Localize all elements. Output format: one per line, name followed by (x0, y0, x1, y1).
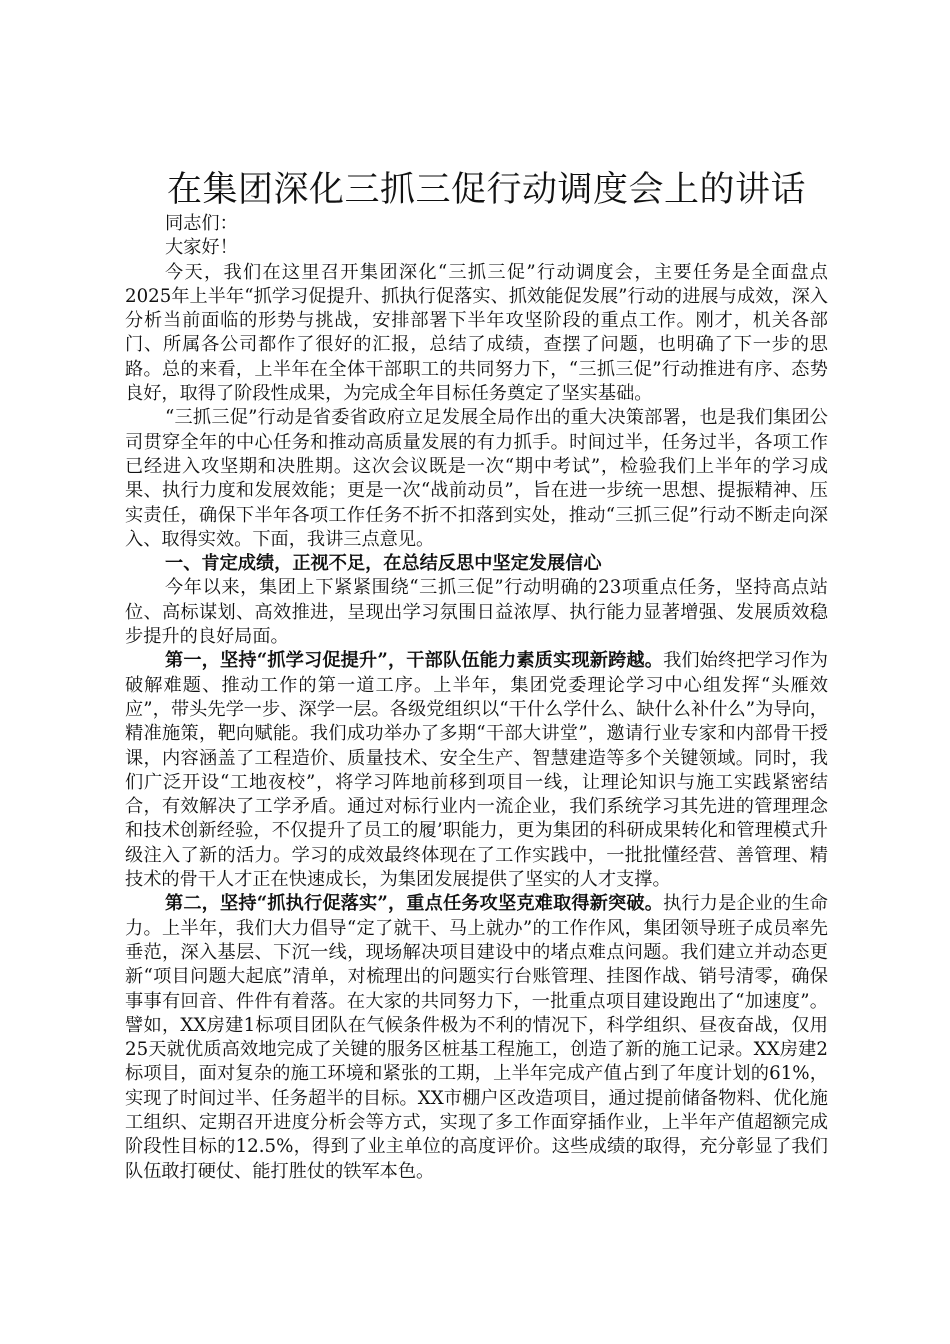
point-one-paragraph (125, 649, 828, 892)
paragraph-purpose: “三抓三促”行动是省委省政府立足发展全局作出的重大决策部署，也是我们集团公司贯穿全年的中心任务和推动高质量发展的有力抓手。时间过半，任务过半，各项工作已经进入攻坚期和决胜期。这次会议既是一次“期中考试”，检验我们上半年的学习成果、执行力度和发展效能；更是一次“战前动员”，旨在进一步统一思想、提振精神、压实责任，确保下半年各项工作任务不折不扣落到实处，推动“三抓三促”行动不断走向深入、取得实效。下面，我讲三点意见。 (125, 407, 828, 550)
section-heading: 一、肯定成绩，正视不足，在总结反思中坚定发展信心 (165, 553, 602, 575)
greeting-hello: 大家好！ (165, 237, 238, 259)
section-intro: 今年以来，集团上下紧紧围绕“三抓三促”行动明确的23项重点任务，坚持高点站位、高标谋划、高效推进，呈现出学习氛围日益浓厚、执行能力显著增强、发展质效稳步提升的良好局面。 (125, 577, 828, 648)
point-two-paragraph (125, 892, 828, 1184)
point-one-lead: 第一，坚持“抓学习促提升”，干部队伍能力素质实现新跨越。 (165, 650, 664, 672)
point-two-body: 执行力是企业的生命力。上半年，我们大力倡导“定了就干、马上就办”的工作作风，集团领导班子成员率先垂范，深入基层、下沉一线，现场解决项目建设中的堵点难点问题。我们建立并动态更新“项目问题大起底”清单，对梳理出的问题实行台账管理、挂图作战、销号清零，确保事事有回音、件件有着落。在大家的共同努力下，一批重点项目建设跑出了“加速度”。譬如，XX房建1标项目团队在气候条件极为不利的情况下，科学组织、昼夜奋战，仅用25天就优质高效地完成了关键的服务区桩基工程施工，创造了新的施工记录。XX房建2标项目，面对复杂的施工环境和紧张的工期，上半年完成产值占到了年度计划的61%，实现了时间过半、任务超半的目标。XX市棚户区改造项目，通过提前储备物料、优化施工组织、定期召开进度分析会等方式，实现了多工作面穿插作业，上半年产值超额完成阶段性目标的12.5%，得到了业主单位的高度评价。这些成绩的取得，充分彰显了我们队伍敢打硬仗、能打胜仗的铁军本色。 (125, 893, 828, 1182)
document-page (125, 168, 828, 1184)
paragraph-opening: 今天，我们在这里召开集团深化“三抓三促”行动调度会，主要任务是全面盘点2025年上半年“抓学习促提升、抓执行促落实、抓效能促发展”行动的进展与成效，深入分析当前面临的形势与挑战，安排部署下半年攻坚阶段的重点工作。刚才，机关各部门、所属各公司都作了很好的汇报，总结了成绩，查摆了问题，也明确了下一步的思路。总的来看，上半年在全体干部职工的共同努力下，“三抓三促”行动推进有序、态势良好，取得了阶段性成果，为完成全年目标任务奠定了坚实基础。 (125, 261, 828, 405)
document-title: 在集团深化三抓三促行动调度会上的讲话 (166, 170, 806, 210)
point-one-body: 我们始终把学习作为破解难题、推动工作的第一道工序。上半年，集团党委理论学习中心组发挥“头雁效应”，带头先学一步、深学一层。各级党组织以“干什么学什么、缺什么补什么”为导向，精准施策，靶向赋能。我们成功举办了多期“干部大讲堂”，邀请行业专家和内部骨干授课，内容涵盖了工程造价、质量技术、安全生产、智慧建造等多个关键领域。同时，我们广泛开设“工地夜校”，将学习阵地前移到项目一线，让理论知识与施工实践紧密结合，有效解决了工学矛盾。通过对标行业内一流企业，我们系统学习其先进的管理理念和技术创新经验，不仅提升了员工的履’职能力，更为集团的科研成果转化和管理模式升级注入了新的活力。学习的成效最终体现在了工作实践中，一批批懂经营、善管理、精技术的骨干人才正在快速成长，为集团发展提供了坚实的人才支撑。 (125, 650, 828, 891)
point-two-lead: 第二，坚持“抓执行促落实”，重点任务攻坚克难取得新突破。 (165, 893, 664, 915)
greeting-comrades: 同志们： (165, 213, 238, 234)
